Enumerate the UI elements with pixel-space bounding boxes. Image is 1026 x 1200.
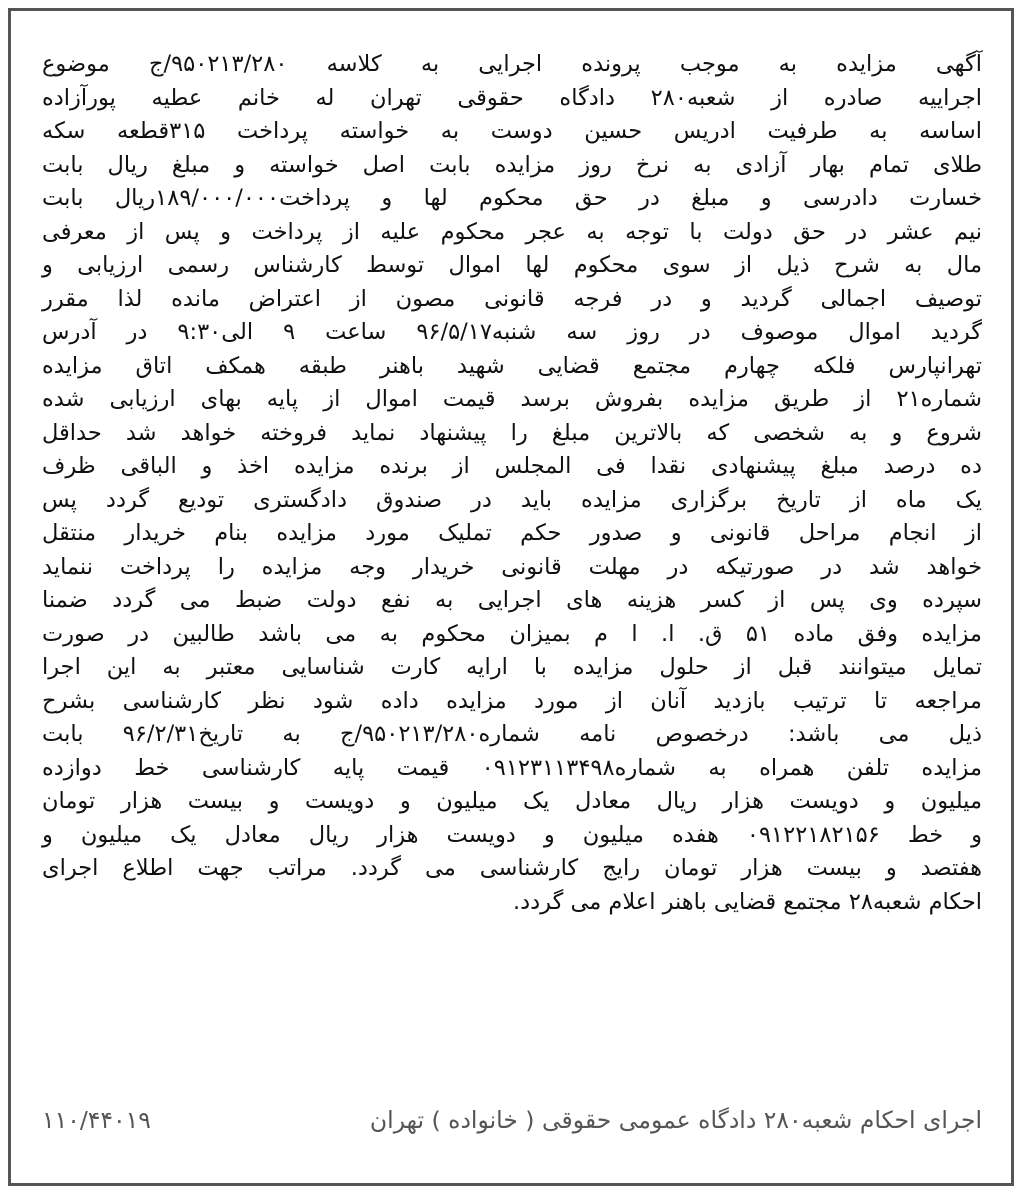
notice-line: تهرانپارس فلکه چهارم مجتمع قضایی شهید باهنر طبقه همکف اتاق مزایده — [42, 352, 982, 379]
notice-line: مزایده وفق ماده ۵۱ ق. ا. ا م بمیزان محکوم به می باشد طالبین در صورت — [42, 620, 982, 647]
notice-line: سپرده وی پس از کسر هزینه های اجرایی به نفع دولت ضبط می گردد ضمنا — [42, 587, 982, 613]
notice-line: میلیون و دویست هزار ریال معادل یک میلیون و دویست و بیست هزار تومان — [42, 788, 982, 814]
notice-line: خسارت دادرسی و مبلغ در حق محکوم لها و پرداخت۱۸۹/۰۰۰/۰۰۰ریال بابت — [42, 185, 982, 211]
notice-line: یک ماه از تاریخ برگزاری مزایده باید در صندوق دادگستری تودیع گردد پس — [42, 486, 982, 513]
notice-line: توصیف اجمالی گردید و در فرجه قانونی مصون از اعتراض مانده لذا مقرر — [42, 285, 982, 312]
footer-code: ۱۱۰/۴۴۰۱۹ — [42, 1106, 151, 1134]
notice-line: مال به شرح ذیل از سوی محکوم لها اموال توسط کارشناس رسمی ارزیابی و — [42, 252, 982, 278]
notice-line: شروع و به شخصی که بالاترین مبلغ را پیشنهاد نماید فروخته خواهد شد حداقل — [42, 419, 982, 446]
notice-line: هفتصد و بیست هزار تومان رایج کارشناسی می گردد. مراتب جهت اطلاع اجرای — [42, 855, 982, 881]
notice-line: احکام شعبه۲۸ مجتمع قضایی باهنر اعلام می گردد. — [512, 888, 982, 915]
notice-line: تمایل میتوانند قبل از حلول مزایده با ارایه کارت شناسایی معتبر به این اجرا — [42, 654, 982, 680]
notice-line: شماره۲۱ از طریق مزایده بفروش برسد قیمت اموال از پایه بهای ارزیابی شده — [42, 386, 982, 412]
notice-line: طلای تمام بهار آزادی به نرخ روز مزایده بابت اصل خواسته و مبلغ ریال بابت — [42, 151, 982, 178]
notice-line: و خط ۰۹۱۲۲۱۸۲۱۵۶ هفده میلیون و دویست هزار ریال معادل یک میلیون و — [42, 821, 982, 848]
notice-line: نیم عشر در حق دولت با توجه به عجر محکوم علیه از پرداخت و پس از معرفی — [42, 218, 982, 245]
notice-line: از انجام مراحل قانونی و صدور حکم تملیک مورد مزایده بنام خریدار منتقل — [42, 520, 982, 546]
notice-line: خواهد شد در صورتیکه در مهلت قانونی خریدار وجه مزایده را پرداخت ننماید — [42, 553, 982, 580]
notice-line: ذیل می باشد: درخصوص نامه شماره۹۵۰۲۱۳/۲۸۰/ج به تاریخ۹۶/۲/۳۱ بابت — [42, 721, 982, 747]
notice-line: ده درصد مبلغ پیشنهادی نقدا فی المجلس از برنده مزایده اخذ و الباقی ظرف — [42, 453, 982, 479]
notice-line: گردید اموال موصوف در روز سه شنبه۹۶/۵/۱۷ ساعت ۹ الی۹:۳۰ در آدرس — [42, 319, 983, 345]
notice-body — [42, 48, 982, 919]
notice-line: مراجعه تا ترتیب بازدید آنان از مورد مزایده داده شود نظر کارشناسی بشرح — [42, 687, 982, 714]
notice-footer — [42, 1100, 982, 1140]
notice-line: مزایده تلفن همراه به شماره۰۹۱۲۳۱۱۳۴۹۸ قیمت پایه کارشناسی خط دوازده — [42, 754, 982, 781]
notice-line: اساسه به طرفیت ادریس حسین دوست به خواسته پرداخت ۳۱۵قطعه سکه — [42, 118, 982, 144]
notice-line: اجراییه صادره از شعبه۲۸۰ دادگاه حقوقی تهران له خانم عطیه پورآزاده — [42, 84, 982, 111]
footer-issuer: اجرای احکام شعبه۲۸۰ دادگاه عمومی حقوقی ( خانواده ) تهران — [369, 1106, 982, 1134]
notice-line: آگهی مزایده به موجب پرونده اجرایی به کلاسه ۹۵۰۲۱۳/۲۸۰/ج موضوع — [42, 51, 982, 77]
